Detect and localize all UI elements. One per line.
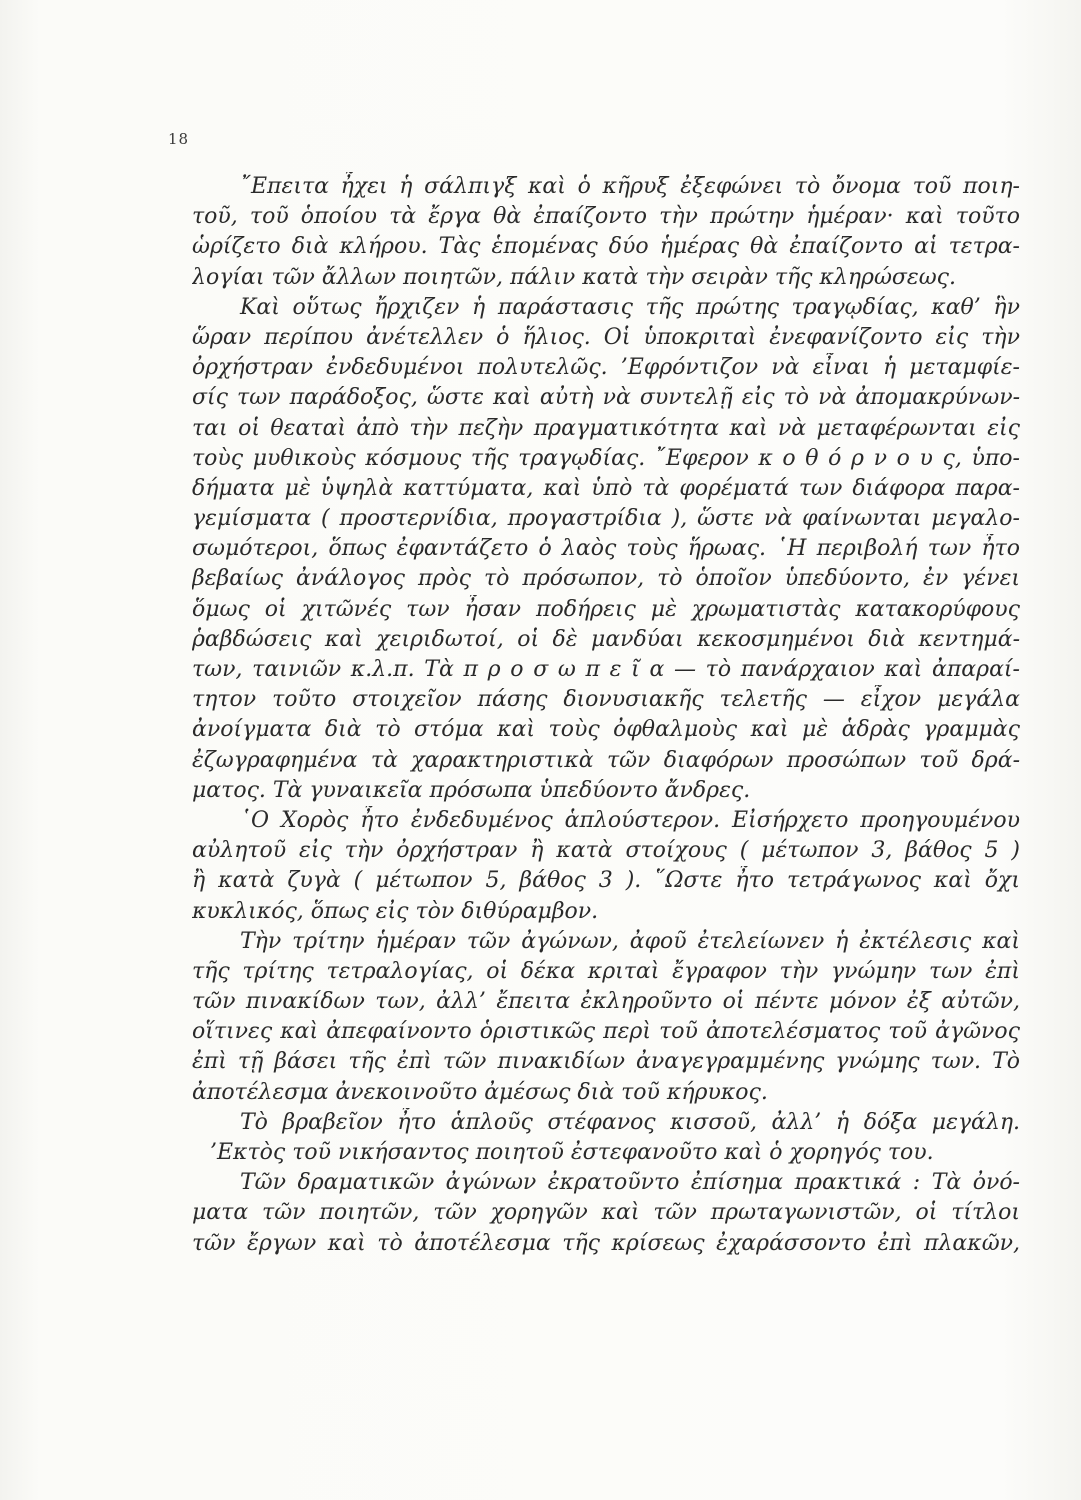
text-line: ἀποτέλεσμα ἀνεκοινοῦτο ἀμέσως διὰ τοῦ κήρυκος. xyxy=(192,1079,768,1105)
text-line: Τὴν τρίτην ἡμέραν τῶν ἀγώνων, ἀφοῦ ἐτελείωνεν ἡ ἐκτέλεσις καὶ xyxy=(240,928,1020,954)
text-line: κυκλικός, ὅπως εἰς τὸν διθύραμβον. xyxy=(192,898,599,924)
text-line: οἵτινες καὶ ἀπεφαίνοντο ὁριστικῶς περὶ τοῦ ἀποτελέσματος τοῦ ἀγῶνος xyxy=(192,1019,1020,1045)
text-line: ὥραν περίπου ἀνέτελλεν ὁ ἥλιος. Οἱ ὑποκριταὶ ἐνεφανίζοντο εἰς τὴν xyxy=(192,324,1020,350)
text-line: τῆς τρίτης τετραλογίας, οἱ δέκα κριταὶ ἔγραφον τὴν γνώμην των ἐπὶ xyxy=(192,958,1020,984)
text-line: τοῦ, τοῦ ὁποίου τὰ ἔργα θὰ ἐπαίζοντο τὴν πρώτην ἡμέραν· καὶ τοῦτο xyxy=(192,204,1020,230)
text-line: ῾Ο Χορὸς ἦτο ἐνδεδυμένος ἁπλούστερον. Εἰσήρχετο προηγουμένου xyxy=(240,807,1020,833)
text-line: τητον τοῦτο στοιχεῖον πάσης διονυσιακῆς τελετῆς — εἶχον μεγάλα xyxy=(192,687,1020,713)
text-line: ἢ κατὰ ζυγὰ ( μέτωπον 5, βάθος 3 ). ῞Ωστε ἦτο τετράγωνος καὶ ὄχι xyxy=(192,868,1020,894)
text-line: Τῶν δραματικῶν ἀγώνων ἐκρατοῦντο ἐπίσημα πρακτικά : Τὰ ὀνό- xyxy=(240,1170,1020,1196)
text-line: Καὶ οὕτως ἤρχιζεν ἡ παράστασις τῆς πρώτης τραγῳδίας, καθ’ ἣν xyxy=(240,294,1020,320)
page-number: 18 xyxy=(168,130,190,148)
text-line: σίς των παράδοξος, ὥστε καὶ αὐτὴ νὰ συντελῇ εἰς τὸ νὰ ἀπομακρύνων- xyxy=(192,385,1020,411)
text-line: ματα τῶν ποιητῶν, τῶν χορηγῶν καὶ τῶν πρωταγωνιστῶν, οἱ τίτλοι xyxy=(192,1200,1020,1226)
text-line: ἐπὶ τῇ βάσει τῆς ἐπὶ τῶν πινακιδίων ἀναγεγραμμένης γνώμης των. Τὸ xyxy=(192,1049,1020,1075)
text-line: σωμότεροι, ὅπως ἐφαντάζετο ὁ λαὸς τοὺς ἥρωας. ῾Η περιβολή των ἦτο xyxy=(192,536,1020,562)
text-line: τῶν πινακίδων των, ἀλλ’ ἔπειτα ἐκληροῦντο οἱ πέντε μόνον ἐξ αὐτῶν, xyxy=(192,989,1020,1015)
text-line: τοὺς μυθικοὺς κόσμους τῆς τραγῳδίας. ῎Εφερον κ ο θ ό ρ ν ο υ ς, ὑπο- xyxy=(192,445,1020,471)
text-line: ὅμως οἱ χιτῶνές των ἦσαν ποδήρεις μὲ χρωματιστὰς κατακορύφους xyxy=(192,596,1020,622)
text-line: Τὸ βραβεῖον ἦτο ἁπλοῦς στέφανος κισσοῦ, ἀλλ’ ἡ δόξα μεγάλη. xyxy=(240,1109,1020,1135)
text-line: βεβαίως ἀνάλογος πρὸς τὸ πρόσωπον, τὸ ὁποῖον ὑπεδύοντο, ἐν γένει xyxy=(192,566,1020,592)
text-line: αὐλητοῦ εἰς τὴν ὀρχήστραν ἢ κατὰ στοίχους ( μέτωπον 3, βάθος 5 ) xyxy=(192,838,1020,864)
text-line: γεμίσματα ( προστερνίδια, προγαστρίδια ), ὥστε νὰ φαίνωνται μεγαλο- xyxy=(192,506,1020,532)
text-line: δήματα μὲ ὑψηλὰ καττύματα, καὶ ὑπὸ τὰ φορέματά των διάφορα παρα- xyxy=(192,475,1020,501)
text-line: λογίαι τῶν ἄλλων ποιητῶν, πάλιν κατὰ τὴν σειρὰν τῆς κληρώσεως. xyxy=(192,264,956,290)
text-line: ματος. Τὰ γυναικεῖα πρόσωπα ὑπεδύοντο ἄνδρες. xyxy=(192,777,751,803)
text-line: ται οἱ θεαταὶ ἀπὸ τὴν πεζὴν πραγματικότητα καὶ νὰ μεταφέρωνται εἰς xyxy=(192,415,1020,441)
text-line: ’Εκτὸς τοῦ νικήσαντος ποιητοῦ ἐστεφανοῦτο καὶ ὁ χορηγός του. xyxy=(210,1140,934,1165)
text-line: ῎Επειτα ἦχει ἡ σάλπιγξ καὶ ὁ κῆρυξ ἐξεφώνει τὸ ὄνομα τοῦ ποιη- xyxy=(240,174,1020,199)
text-line: ἐζωγραφημένα τὰ χαρακτηριστικὰ τῶν διαφόρων προσώπων τοῦ δρά- xyxy=(192,747,1020,773)
text-line: ἀνοίγματα διὰ τὸ στόμα καὶ τοὺς ὀφθαλμοὺς καὶ μὲ ἁδρὰς γραμμὰς xyxy=(192,717,1020,743)
text-line: ὡρίζετο διὰ κλήρου. Τὰς ἑπομένας δύο ἡμέρας θὰ ἐπαίζοντο αἱ τετρα- xyxy=(192,234,1020,260)
text-line: τῶν ἔργων καὶ τὸ ἀποτέλεσμα τῆς κρίσεως ἐχαράσσοντο ἐπὶ πλακῶν, xyxy=(192,1230,1020,1256)
text-line: ὀρχήστραν ἐνδεδυμένοι πολυτελῶς. ’Εφρόντιζον νὰ εἶναι ἡ μεταμφίε- xyxy=(192,355,1020,381)
body-text xyxy=(192,172,1020,1259)
text-line: ῥαβδώσεις καὶ χειριδωτοί, οἱ δὲ μανδύαι κεκοσμημένοι διὰ κεντημά- xyxy=(192,626,1020,652)
text-line: των, ταινιῶν κ.λ.π. Τὰ π ρ ο σ ω π ε ῖ α — τὸ πανάρχαιον καὶ ἀπαραί- xyxy=(192,657,1020,682)
